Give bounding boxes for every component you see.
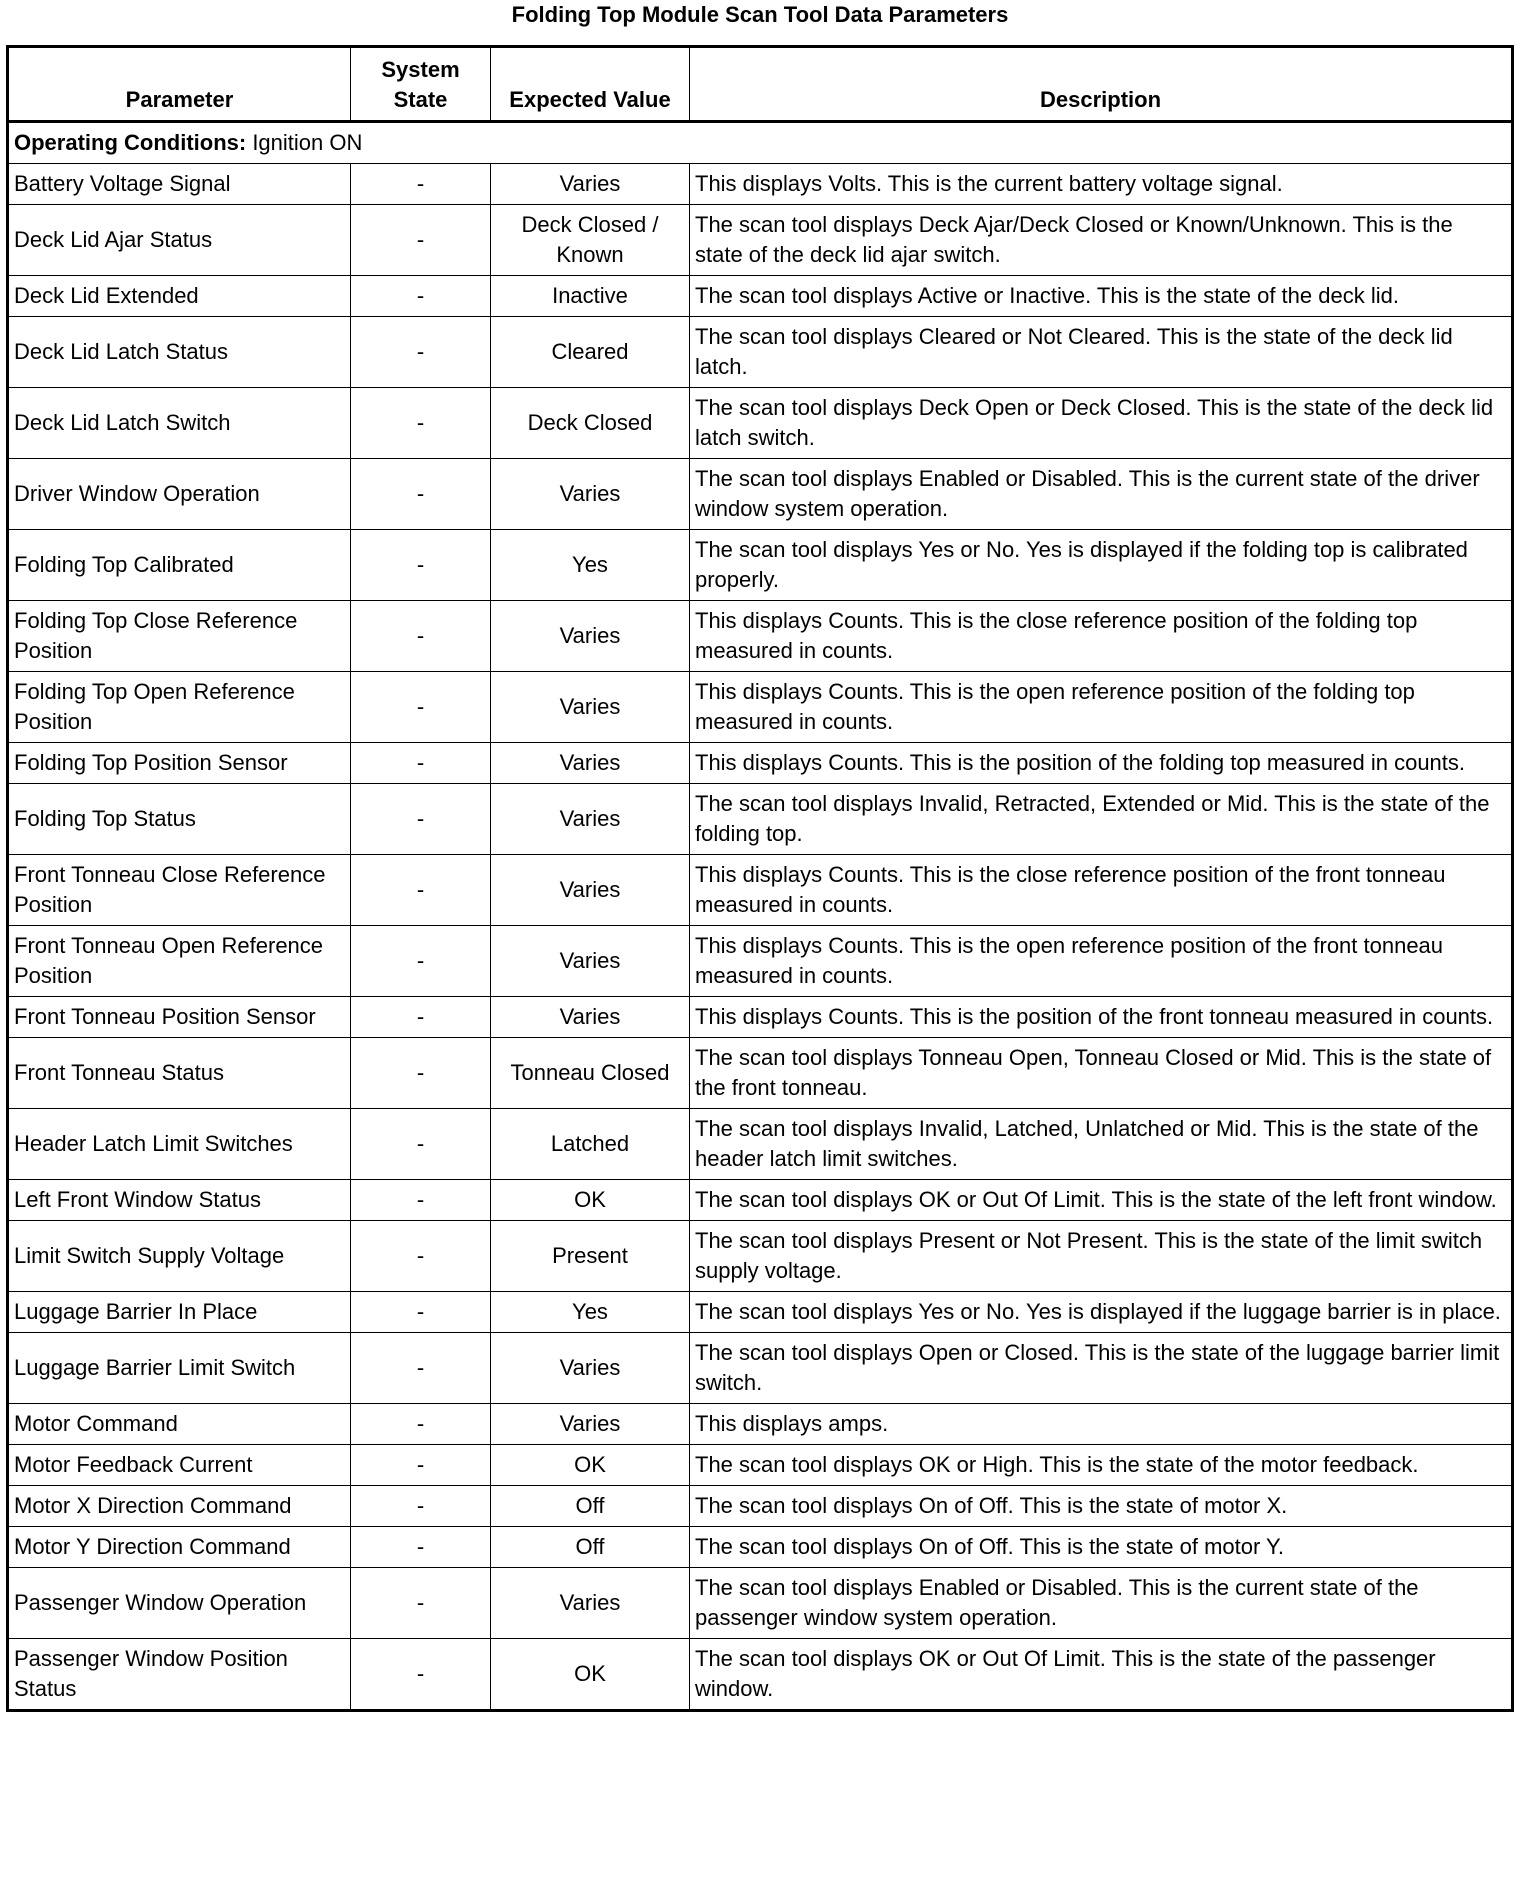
system-state-cell: -: [351, 1568, 491, 1639]
expected-value-cell: Varies: [491, 926, 690, 997]
parameter-cell: Left Front Window Status: [8, 1180, 351, 1221]
system-state-cell: -: [351, 1486, 491, 1527]
description-cell: The scan tool displays OK or Out Of Limit. This is the state of the left front window.: [690, 1180, 1513, 1221]
expected-value-cell: Yes: [491, 1292, 690, 1333]
expected-value-cell: OK: [491, 1180, 690, 1221]
table-row: [8, 1292, 1513, 1333]
description-cell: The scan tool displays Invalid, Retracted, Extended or Mid. This is the state of the folding top.: [690, 784, 1513, 855]
parameter-cell: Motor Y Direction Command: [8, 1527, 351, 1568]
parameter-cell: Front Tonneau Position Sensor: [8, 997, 351, 1038]
table-row: [8, 1038, 1513, 1109]
description-cell: The scan tool displays OK or High. This is the state of the motor feedback.: [690, 1445, 1513, 1486]
parameter-cell: Motor X Direction Command: [8, 1486, 351, 1527]
description-cell: The scan tool displays Deck Ajar/Deck Closed or Known/Unknown. This is the state of the deck lid ajar switch.: [690, 205, 1513, 276]
system-state-cell: -: [351, 1445, 491, 1486]
expected-value-cell: Varies: [491, 1333, 690, 1404]
parameter-cell: Folding Top Status: [8, 784, 351, 855]
description-cell: The scan tool displays Yes or No. Yes is displayed if the folding top is calibrated properly.: [690, 530, 1513, 601]
parameter-cell: Driver Window Operation: [8, 459, 351, 530]
description-cell: The scan tool displays OK or Out Of Limit. This is the state of the passenger window.: [690, 1639, 1513, 1711]
table-row: [8, 672, 1513, 743]
table-row: [8, 1180, 1513, 1221]
operating-conditions-value: Ignition ON: [246, 130, 363, 155]
system-state-cell: -: [351, 855, 491, 926]
system-state-cell: -: [351, 530, 491, 601]
system-state-cell: -: [351, 1404, 491, 1445]
description-cell: This displays Counts. This is the position of the folding top measured in counts.: [690, 743, 1513, 784]
operating-conditions-label: Operating Conditions:: [14, 130, 247, 155]
table-row: [8, 388, 1513, 459]
system-state-cell: -: [351, 743, 491, 784]
description-cell: The scan tool displays Open or Closed. This is the state of the luggage barrier limit switch.: [690, 1333, 1513, 1404]
table-row: [8, 317, 1513, 388]
parameter-cell: Front Tonneau Status: [8, 1038, 351, 1109]
expected-value-cell: Present: [491, 1221, 690, 1292]
table-row: [8, 784, 1513, 855]
parameter-cell: Folding Top Position Sensor: [8, 743, 351, 784]
table-row: [8, 997, 1513, 1038]
expected-value-cell: Varies: [491, 459, 690, 530]
expected-value-cell: Inactive: [491, 276, 690, 317]
expected-value-cell: Varies: [491, 164, 690, 205]
system-state-cell: -: [351, 1292, 491, 1333]
description-cell: This displays Counts. This is the close reference position of the folding top measured in counts.: [690, 601, 1513, 672]
description-cell: The scan tool displays Tonneau Open, Tonneau Closed or Mid. This is the state of the front tonneau.: [690, 1038, 1513, 1109]
system-state-cell: -: [351, 276, 491, 317]
table-row: [8, 1333, 1513, 1404]
table-row: [8, 276, 1513, 317]
table-row: [8, 530, 1513, 601]
system-state-cell: -: [351, 317, 491, 388]
system-state-cell: -: [351, 601, 491, 672]
expected-value-cell: OK: [491, 1639, 690, 1711]
table-row: [8, 1639, 1513, 1711]
table-row: [8, 1568, 1513, 1639]
parameter-cell: Passenger Window Operation: [8, 1568, 351, 1639]
expected-value-cell: Off: [491, 1486, 690, 1527]
parameter-cell: Motor Feedback Current: [8, 1445, 351, 1486]
description-cell: The scan tool displays Cleared or Not Cleared. This is the state of the deck lid latch.: [690, 317, 1513, 388]
expected-value-cell: Deck Closed / Known: [491, 205, 690, 276]
description-cell: The scan tool displays Enabled or Disabled. This is the current state of the passenger window system operation.: [690, 1568, 1513, 1639]
parameter-cell: Front Tonneau Close Reference Position: [8, 855, 351, 926]
parameter-cell: Luggage Barrier In Place: [8, 1292, 351, 1333]
table-row: [8, 205, 1513, 276]
table-row: [8, 1221, 1513, 1292]
table-row: [8, 164, 1513, 205]
expected-value-cell: Varies: [491, 672, 690, 743]
description-cell: The scan tool displays Deck Open or Deck Closed. This is the state of the deck lid latch switch.: [690, 388, 1513, 459]
description-cell: The scan tool displays Yes or No. Yes is displayed if the luggage barrier is in place.: [690, 1292, 1513, 1333]
description-cell: The scan tool displays On of Off. This is the state of motor Y.: [690, 1527, 1513, 1568]
system-state-cell: -: [351, 205, 491, 276]
system-state-cell: -: [351, 1527, 491, 1568]
parameter-cell: Limit Switch Supply Voltage: [8, 1221, 351, 1292]
parameter-cell: Deck Lid Latch Switch: [8, 388, 351, 459]
description-cell: The scan tool displays Present or Not Present. This is the state of the limit switch supply voltage.: [690, 1221, 1513, 1292]
system-state-cell: -: [351, 672, 491, 743]
expected-value-cell: Deck Closed: [491, 388, 690, 459]
expected-value-cell: Varies: [491, 1568, 690, 1639]
description-cell: The scan tool displays Enabled or Disabled. This is the current state of the driver window system operation.: [690, 459, 1513, 530]
description-cell: The scan tool displays Active or Inactive. This is the state of the deck lid.: [690, 276, 1513, 317]
description-cell: The scan tool displays Invalid, Latched, Unlatched or Mid. This is the state of the header latch limit switches.: [690, 1109, 1513, 1180]
system-state-cell: -: [351, 1180, 491, 1221]
expected-value-cell: Varies: [491, 784, 690, 855]
parameter-cell: Passenger Window Position Status: [8, 1639, 351, 1711]
table-row: [8, 855, 1513, 926]
system-state-cell: -: [351, 388, 491, 459]
table-row: [8, 1404, 1513, 1445]
parameter-cell: Folding Top Close Reference Position: [8, 601, 351, 672]
expected-value-cell: Varies: [491, 997, 690, 1038]
system-state-cell: -: [351, 1038, 491, 1109]
parameter-cell: Front Tonneau Open Reference Position: [8, 926, 351, 997]
expected-value-cell: Cleared: [491, 317, 690, 388]
system-state-cell: -: [351, 459, 491, 530]
expected-value-cell: Varies: [491, 743, 690, 784]
expected-value-cell: OK: [491, 1445, 690, 1486]
description-cell: This displays Counts. This is the close reference position of the front tonneau measured in counts.: [690, 855, 1513, 926]
document-title: Folding Top Module Scan Tool Data Parameters: [511, 2, 1009, 27]
parameter-cell: Header Latch Limit Switches: [8, 1109, 351, 1180]
header-system-state: System State: [351, 47, 491, 122]
system-state-cell: -: [351, 1221, 491, 1292]
expected-value-cell: Latched: [491, 1109, 690, 1180]
parameter-cell: Deck Lid Extended: [8, 276, 351, 317]
parameter-cell: Battery Voltage Signal: [8, 164, 351, 205]
table-row: [8, 459, 1513, 530]
expected-value-cell: Off: [491, 1527, 690, 1568]
description-cell: This displays Volts. This is the current battery voltage signal.: [690, 164, 1513, 205]
system-state-cell: -: [351, 1639, 491, 1711]
description-cell: This displays Counts. This is the open reference position of the front tonneau measured in counts.: [690, 926, 1513, 997]
description-cell: The scan tool displays On of Off. This is the state of motor X.: [690, 1486, 1513, 1527]
description-cell: This displays Counts. This is the position of the front tonneau measured in counts.: [690, 997, 1513, 1038]
system-state-cell: -: [351, 784, 491, 855]
parameter-cell: Folding Top Calibrated: [8, 530, 351, 601]
operating-conditions-row: [8, 122, 1513, 164]
description-cell: This displays amps.: [690, 1404, 1513, 1445]
parameter-cell: Folding Top Open Reference Position: [8, 672, 351, 743]
table-row: [8, 1109, 1513, 1180]
description-cell: This displays Counts. This is the open reference position of the folding top measured in counts.: [690, 672, 1513, 743]
table-row: [8, 601, 1513, 672]
scan-tool-data-table: [6, 45, 1514, 1712]
table-row: [8, 926, 1513, 997]
parameter-cell: Motor Command: [8, 1404, 351, 1445]
table-row: [8, 1445, 1513, 1486]
parameter-cell: Deck Lid Latch Status: [8, 317, 351, 388]
table-row: [8, 1527, 1513, 1568]
parameter-cell: Luggage Barrier Limit Switch: [8, 1333, 351, 1404]
expected-value-cell: Tonneau Closed: [491, 1038, 690, 1109]
table-header-row: [8, 47, 1513, 122]
system-state-cell: -: [351, 997, 491, 1038]
system-state-cell: -: [351, 164, 491, 205]
system-state-cell: -: [351, 1333, 491, 1404]
header-parameter: Parameter: [8, 47, 351, 122]
expected-value-cell: Varies: [491, 601, 690, 672]
expected-value-cell: Varies: [491, 1404, 690, 1445]
table-row: [8, 1486, 1513, 1527]
table-row: [8, 743, 1513, 784]
header-description: Description: [690, 47, 1513, 122]
system-state-cell: -: [351, 926, 491, 997]
expected-value-cell: Yes: [491, 530, 690, 601]
parameter-cell: Deck Lid Ajar Status: [8, 205, 351, 276]
header-expected-value: Expected Value: [491, 47, 690, 122]
expected-value-cell: Varies: [491, 855, 690, 926]
system-state-cell: -: [351, 1109, 491, 1180]
